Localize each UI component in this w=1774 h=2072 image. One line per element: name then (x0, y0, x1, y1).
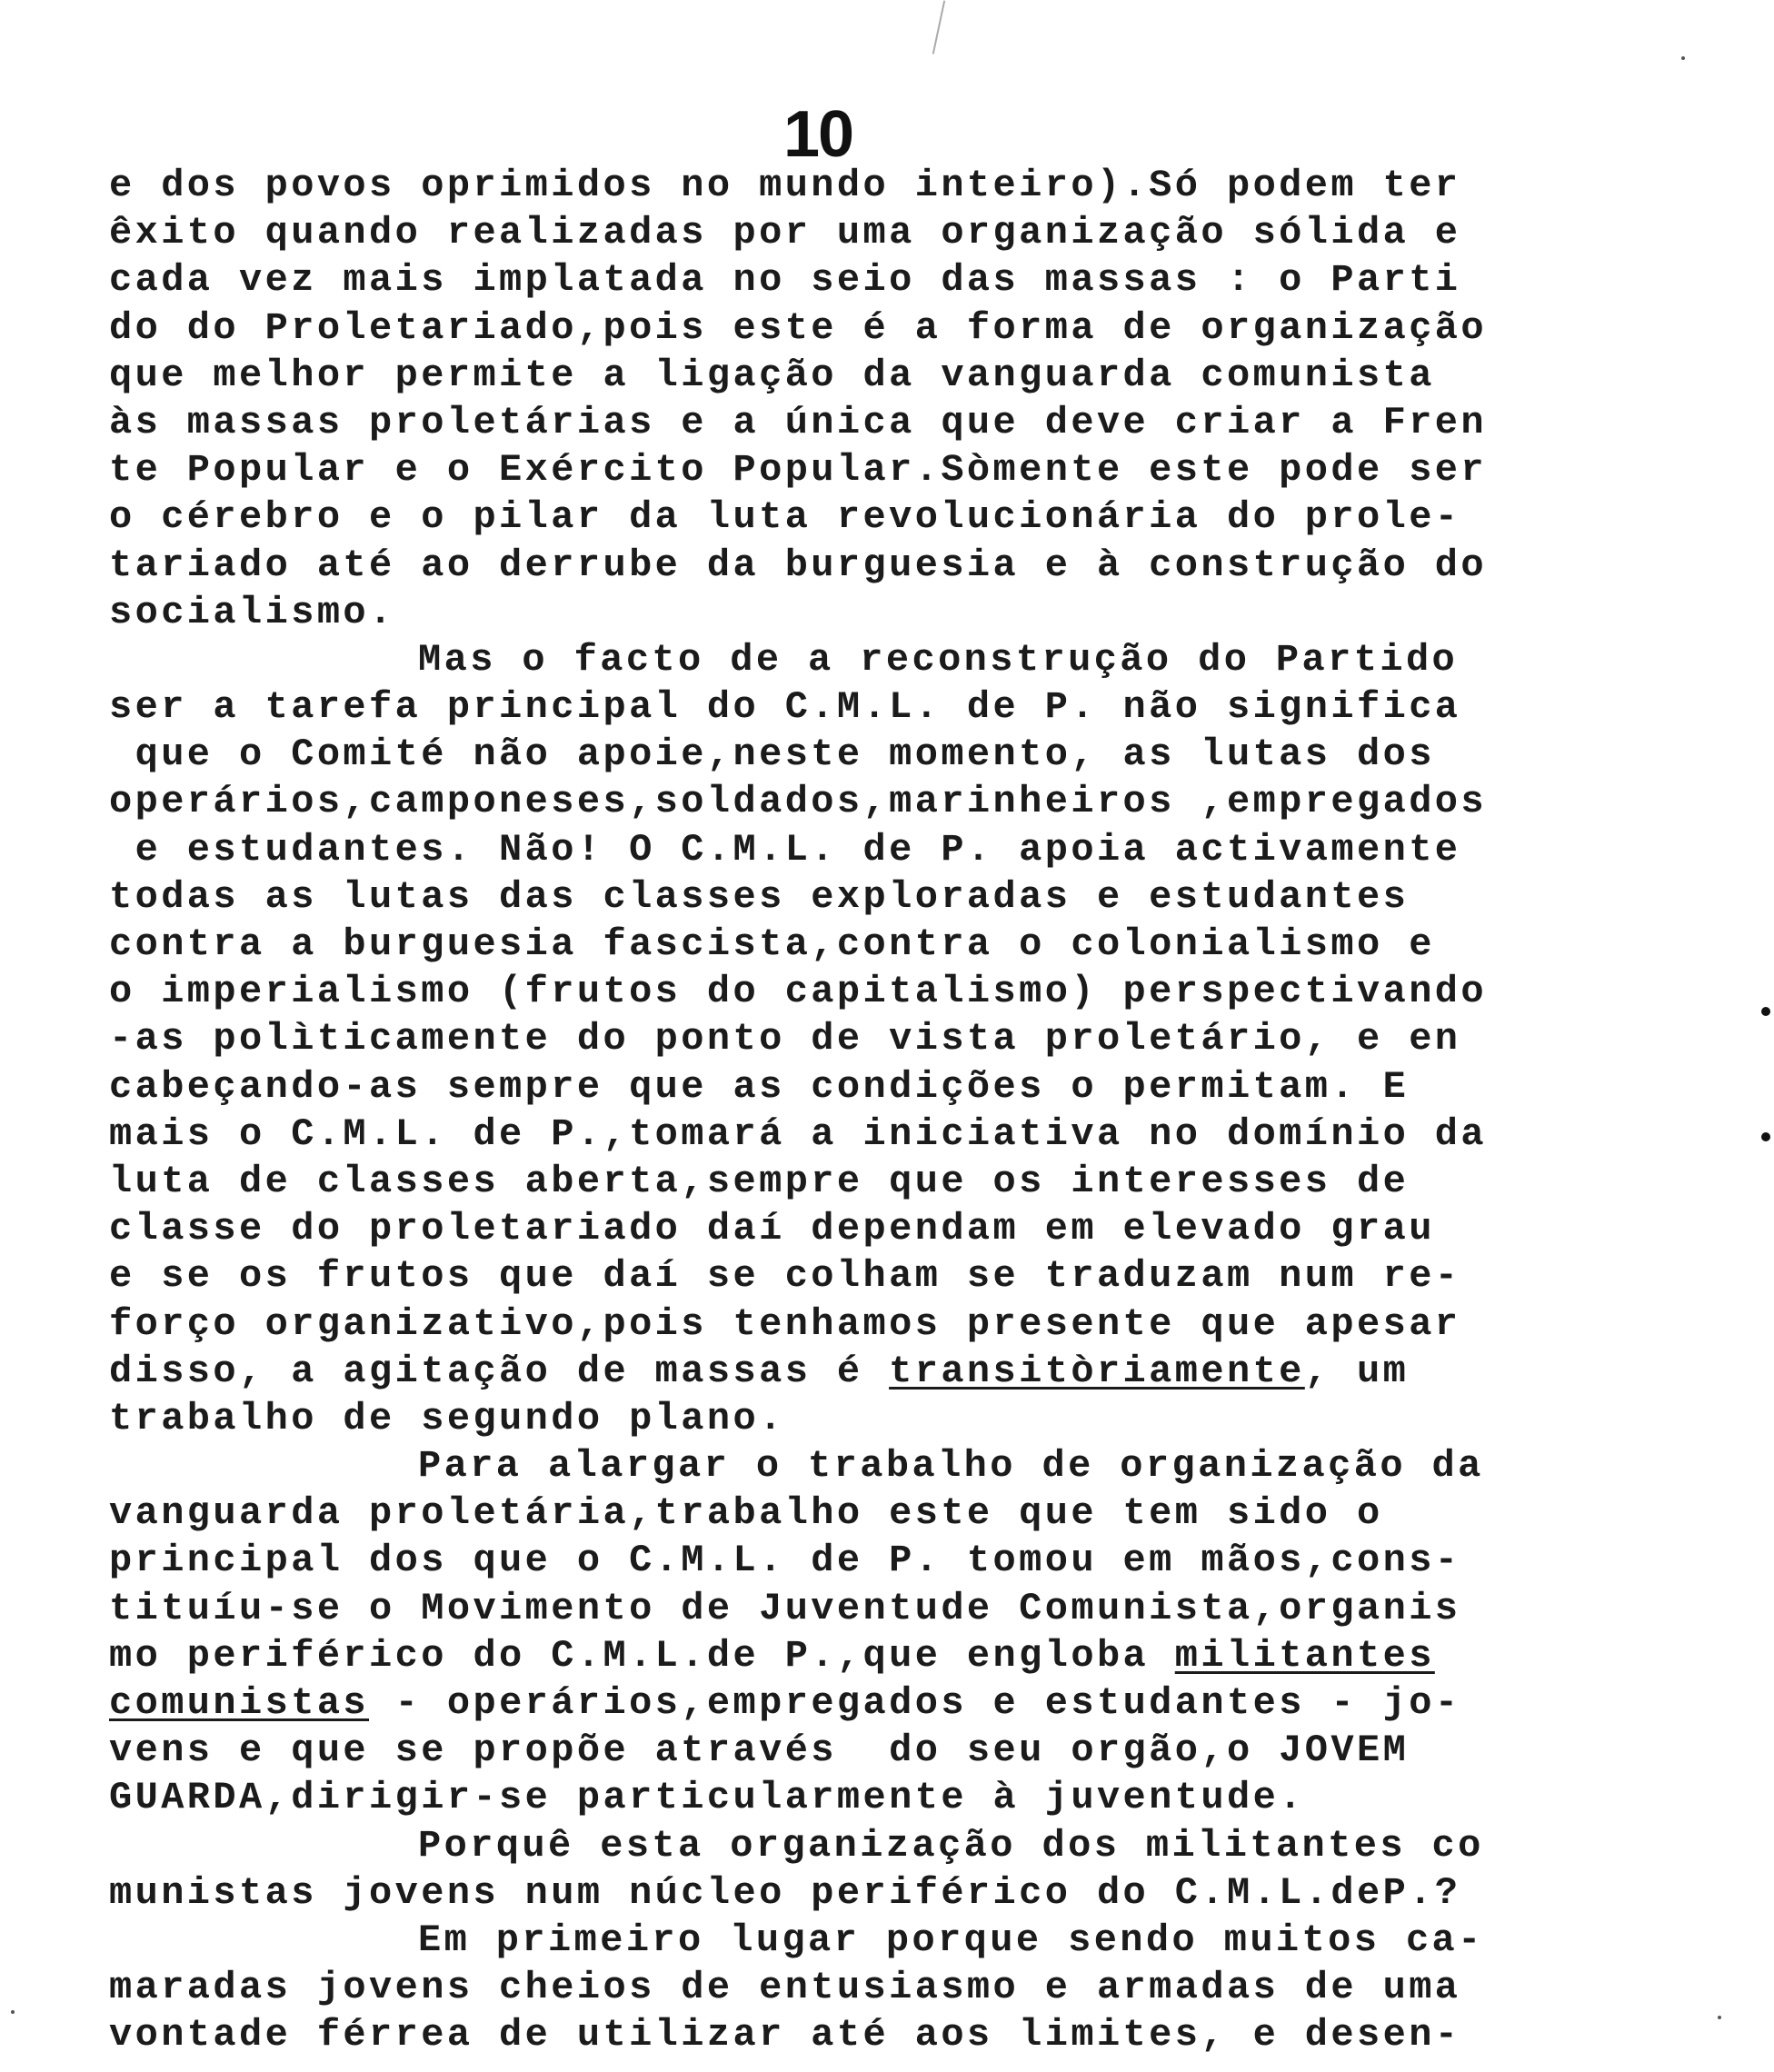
text-segment: cada vez mais implatada no seio das massas : o Parti (109, 258, 1461, 303)
margin-mark (1761, 1007, 1770, 1016)
text-line (109, 1964, 1736, 2011)
text-line (109, 1585, 1736, 1632)
underlined-text: transitòriamente (889, 1349, 1305, 1393)
text-line (109, 493, 1736, 541)
text-line (109, 1205, 1736, 1252)
text-line (109, 1063, 1736, 1111)
text-line (109, 1869, 1736, 1917)
text-segment: vontade férrea de utilizar até aos limites, e desen- (109, 2013, 1461, 2057)
text-line (109, 1111, 1736, 1158)
text-segment: disso, a agitação de massas é (109, 1349, 890, 1393)
text-line (109, 2011, 1736, 2058)
text-line (109, 1822, 1736, 1869)
text-line (109, 778, 1736, 825)
text-line (109, 1632, 1736, 1679)
text-line (109, 921, 1736, 968)
text-line (109, 209, 1736, 256)
text-line (109, 542, 1736, 589)
text-segment: às massas proletárias e a única que deve criar a Fren (109, 400, 1488, 444)
text-line (109, 1679, 1736, 1727)
text-line (109, 1252, 1736, 1300)
text-segment: maradas jovens cheios de entusiasmo e armadas de uma (109, 1966, 1461, 2010)
text-line (109, 1395, 1736, 1442)
text-segment: e se os frutos que daí se colham se traduzam num re- (109, 1254, 1461, 1299)
text-segment: vanguarda proletária,trabalho este que tem sido o (109, 1491, 1383, 1536)
scan-speck (11, 2010, 15, 2014)
scan-speck (1718, 2016, 1721, 2019)
text-segment: trabalho de segundo plano. (109, 1396, 785, 1440)
page-number: 10 (783, 98, 853, 171)
text-segment: classe do proletariado daí dependam em elevado grau (109, 1207, 1435, 1251)
text-line (109, 1015, 1736, 1062)
text-line (109, 1727, 1736, 1774)
text-segment: e estudantes. Não! O C.M.L. de P. apoia activamente (109, 827, 1461, 872)
scan-artifact-line (932, 0, 945, 54)
text-segment: vens e que se propõe através do seu orgão,o JOVEM (109, 1728, 1410, 1773)
text-segment: principal dos que o C.M.L. de P. tomou em mãos,cons- (109, 1539, 1461, 1583)
text-segment: , um (1304, 1349, 1410, 1393)
text-line (109, 352, 1736, 399)
text-segment: -as polìticamente do ponto de vista proletário, e en (109, 1017, 1461, 1061)
text-line (109, 589, 1736, 636)
text-line (109, 1300, 1736, 1348)
text-segment: Mas o facto de a reconstrução do Partido (418, 637, 1459, 682)
text-line (109, 1158, 1736, 1205)
text-line (109, 636, 1736, 683)
text-line (109, 968, 1736, 1015)
text-segment: todas as lutas das classes exploradas e estudantes (109, 874, 1410, 919)
text-line (109, 1348, 1736, 1395)
text-segment: Para alargar o trabalho de organização da (418, 1444, 1484, 1489)
text-line (109, 826, 1736, 873)
text-segment: munistas jovens num núcleo periférico do C.M.L.deP.? (109, 1870, 1461, 1915)
text-segment: êxito quando realizadas por uma organização sólida e (109, 211, 1461, 255)
text-segment: luta de classes aberta,sempre que os interesses de (109, 1159, 1410, 1203)
text-segment: e dos povos oprimidos no mundo inteiro).Só podem ter (109, 164, 1461, 207)
text-line (109, 256, 1736, 304)
text-line (109, 731, 1736, 778)
text-segment: cabeçando-as sempre que as condições o permitam. E (109, 1064, 1410, 1109)
scan-speck (1681, 56, 1685, 60)
text-segment: - operários,empregados e estudantes - jo- (369, 1681, 1461, 1725)
margin-mark (1761, 1132, 1770, 1141)
text-line (109, 1774, 1736, 1821)
underlined-text: comunistas (109, 1681, 370, 1725)
text-segment: forço organizativo,pois tenhamos presente que apesar (109, 1301, 1461, 1346)
text-segment: GUARDA,dirigir-se particularmente à juventude. (109, 1776, 1305, 1820)
text-segment: socialismo. (109, 590, 395, 634)
body-text (109, 162, 1736, 2059)
text-segment: que o Comité não apoie,neste momento, as lutas dos (109, 732, 1435, 777)
text-line (109, 1917, 1736, 1964)
text-segment: te Popular e o Exército Popular.Sòmente este pode ser (109, 448, 1488, 493)
text-line (109, 1489, 1736, 1537)
text-segment: mais o C.M.L. de P.,tomará a iniciativa no domínio da (109, 1111, 1488, 1156)
text-line (109, 162, 1736, 209)
text-segment: mo periférico do C.M.L.de P.,que engloba (109, 1633, 1175, 1678)
text-segment: contra a burguesia fascista,contra o colonialismo e (109, 922, 1435, 966)
text-segment: Porquê esta organização dos militantes co (418, 1823, 1484, 1868)
text-segment: o cérebro e o pilar da luta revolucionária do prole- (109, 495, 1461, 540)
text-line (109, 304, 1736, 352)
text-segment: operários,camponeses,soldados,marinheiros ,empregados (109, 780, 1488, 824)
text-segment: tariado até ao derrube da burguesia e à construção do (109, 543, 1488, 587)
text-line (109, 1442, 1736, 1489)
text-segment: o imperialismo (frutos do capitalismo) perspectivando (109, 970, 1488, 1014)
text-segment: tituíu-se o Movimento de Juventude Comunista,organis (109, 1586, 1461, 1630)
text-segment: do do Proletariado,pois este é a forma de organização (109, 305, 1488, 350)
text-line (109, 399, 1736, 446)
text-segment: que melhor permite a ligação da vanguarda comunista (109, 353, 1435, 397)
text-line (109, 873, 1736, 921)
text-line (109, 446, 1736, 493)
text-segment: ser a tarefa principal do C.M.L. de P. não significa (109, 685, 1461, 730)
text-line (109, 683, 1736, 731)
text-line (109, 1537, 1736, 1584)
underlined-text: militantes (1174, 1633, 1435, 1678)
text-segment: Em primeiro lugar porque sendo muitos ca- (418, 1918, 1484, 1962)
